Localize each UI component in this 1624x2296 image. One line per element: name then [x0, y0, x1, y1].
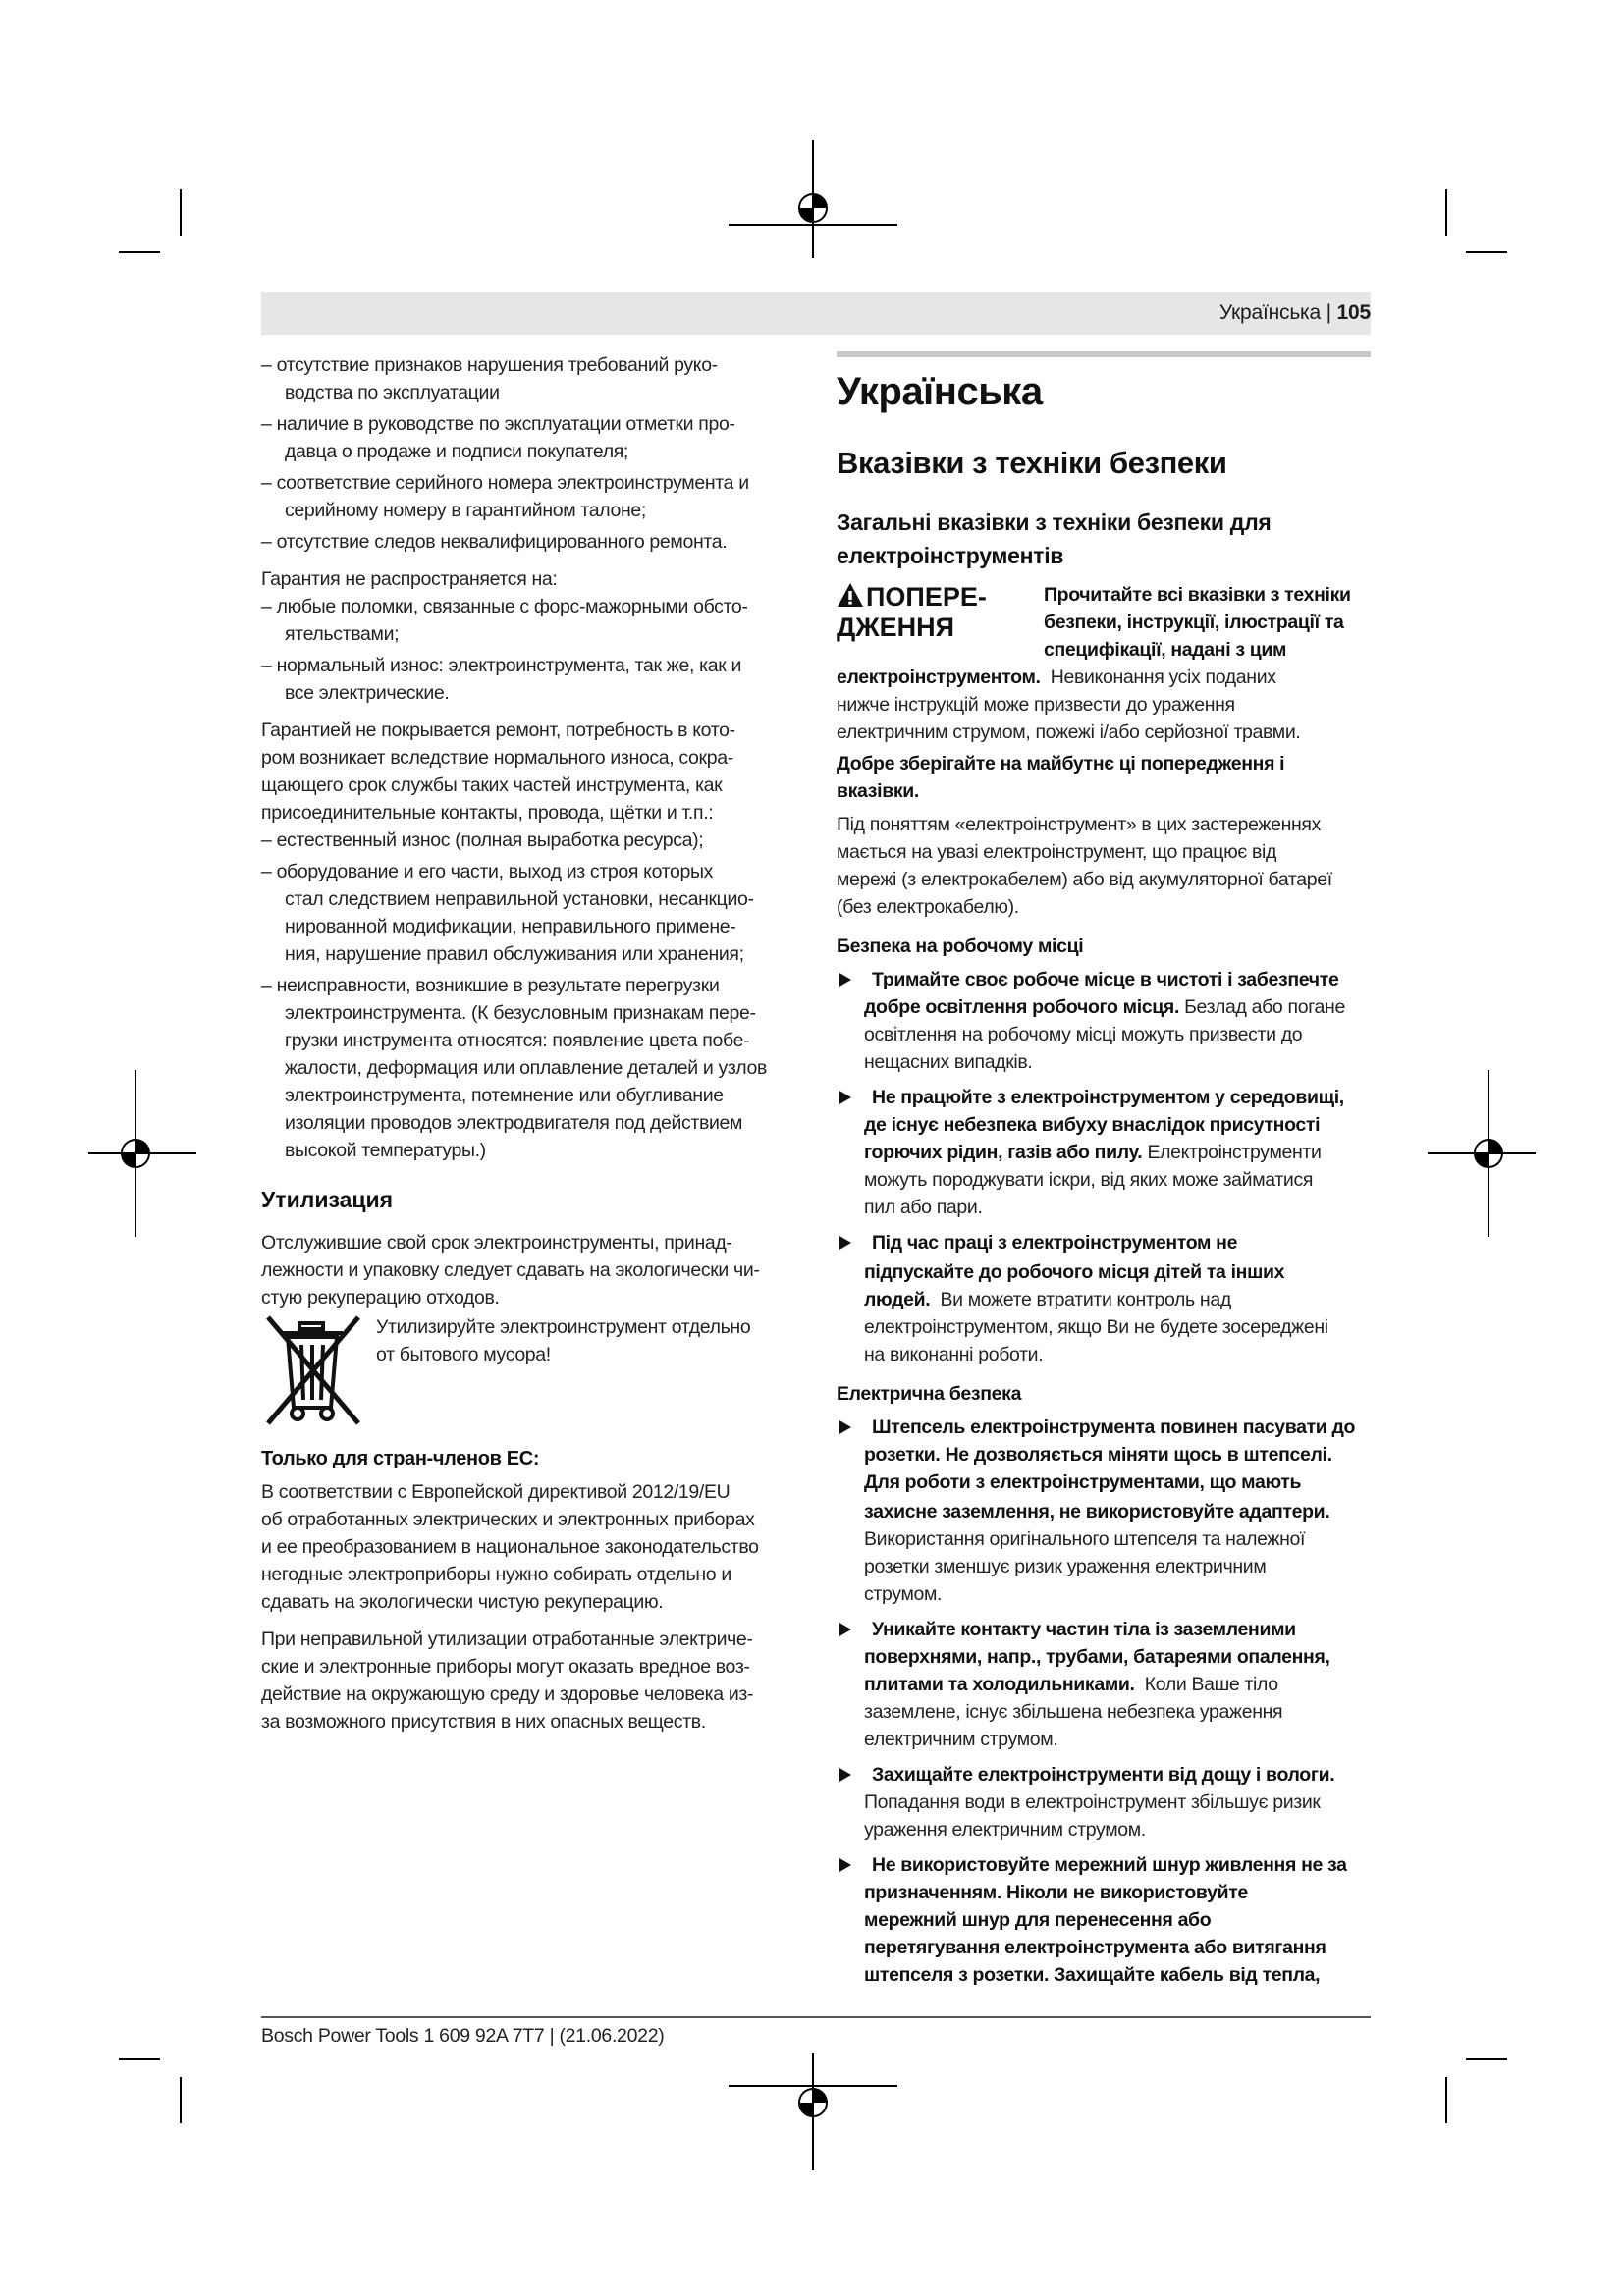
crop-mark [1466, 2058, 1507, 2060]
bullet-text: Для роботи з електроінструментами, що мають [864, 1471, 1302, 1493]
warning-plain: Невиконання усіх поданих [1050, 667, 1276, 688]
bullet-bold: горючих рідин, газів або пилу. [864, 1142, 1143, 1163]
text-line: серийному номеру в гарантийном талоне; [285, 500, 646, 521]
bullet-text: Попадання води в електроінструмент збільшує ризик [864, 1791, 1321, 1813]
bullet-text: електричним струмом. [864, 1729, 1058, 1750]
crop-mark [119, 2058, 160, 2060]
warning-triangle-icon [837, 582, 864, 608]
bullet-text: розетки. Не дозволяється міняти щось в штепселі. [864, 1444, 1332, 1466]
warning-text: Прочитайте всі вказівки з техніки [1044, 584, 1351, 606]
text-line: высокой температуры.) [285, 1140, 486, 1161]
bullet-marker [839, 973, 851, 987]
text-line: электроинструмента. (К безусловным признакам пере- [285, 1002, 756, 1024]
bullet-text: мережний шнур для перенесення або [864, 1909, 1212, 1931]
text-line: електричним струмом, пожежі і/або серйозної травми. [837, 721, 1301, 743]
section-heading: Вказівки з техніки безпеки [837, 446, 1227, 480]
bullet-bold: добре освітлення робочого місця. [864, 996, 1180, 1018]
text-line: грузки инструмента относятся: появление цвета побе- [285, 1030, 750, 1051]
bullet-text [864, 1672, 1278, 1697]
text-line: – наличие в руководстве по эксплуатации отметки про- [261, 413, 735, 435]
keep-instructions: вказівки. [837, 780, 919, 802]
text-line: В соответствии с Европейской директивой 2012/19/EU [261, 1481, 731, 1503]
text-line: изоляции проводов электродвигателя под действием [285, 1112, 743, 1134]
crop-mark [180, 189, 182, 236]
bullet-text: на виконанні роботи. [864, 1344, 1044, 1365]
eu-heading: Только для стран-членов ЕС: [261, 1448, 540, 1469]
bullet-text: захисне заземлення, не використовуйте адаптери. [864, 1501, 1330, 1522]
header-separator: | [1326, 301, 1331, 324]
text-line: – оборудование и его части, выход из строя которых [261, 861, 714, 882]
page-title: Українська [837, 370, 1043, 413]
text-line: щающего срок службы таких частей инструмента, как [261, 774, 723, 796]
bullet-plain: Безлад або погане [1184, 996, 1345, 1018]
bullet-text: штепселя з розетки. Захищайте кабель від тепла, [864, 1964, 1321, 1986]
registration-mark-right [1428, 1070, 1536, 1237]
text-line: негодные электроприборы нужно собирать отдельно и [261, 1564, 731, 1585]
warning-text: специфікації, надані з цим [1044, 639, 1287, 661]
text-line: действие на окружающую среду и здоровье человека из- [261, 1683, 754, 1705]
bullet-text: Не працюйте з електроінструментом у середовищі, [872, 1087, 1344, 1108]
disposal-heading: Утилизация [261, 1187, 394, 1212]
text-line: нированной модификации, неправильного примене- [285, 916, 736, 937]
bullet-marker [839, 1236, 851, 1250]
text-line: Під поняттям «електроінструмент» в цих застереженнях [837, 814, 1322, 835]
bullet-text: призначенням. Ніколи не використовуйте [864, 1882, 1248, 1903]
bullet-marker [839, 1623, 851, 1636]
crop-mark [1445, 2077, 1447, 2123]
text-line: все электрические. [285, 682, 450, 704]
bullet-text: можуть породжувати іскри, від яких може займатися [864, 1169, 1314, 1191]
bullet-text [864, 1140, 1322, 1165]
bullet-plain: Ви можете втратити контроль над [940, 1289, 1231, 1310]
text-line: (без електрокабелю). [837, 896, 1019, 918]
text-line: – нормальный износ: электроинструмента, так же, как и [261, 655, 741, 676]
text-line: сдавать на экологически чистую рекуперацию. [261, 1591, 664, 1613]
warning-label-line: ДЖЕННЯ [837, 613, 955, 642]
bullet-text: освітлення на робочому місці можуть призвести до [864, 1024, 1303, 1045]
bullet-text: Захищайте електроінструменти від дощу і вологи. [872, 1764, 1335, 1786]
bullet-marker [839, 1091, 851, 1104]
bullet-text: електроінструментом, якщо Ви не будете зосереджені [864, 1316, 1328, 1338]
keep-instructions: Добре зберігайте на майбутнє ці попередження і [837, 753, 1285, 774]
text-line: водства по эксплуатации [285, 382, 500, 403]
bullet-text [864, 994, 1345, 1020]
crop-mark [1466, 251, 1507, 253]
text-line: стую рекуперацию отходов. [261, 1287, 500, 1308]
bullet-marker [839, 1858, 851, 1872]
text-line: присоединительные контакты, провода, щётки и т.п.: [261, 802, 714, 824]
text-line: от бытового мусора! [376, 1344, 551, 1365]
warning-bold: електроінструментом. [837, 667, 1041, 688]
bullet-text: Уникайте контакту частин тіла із заземленими [872, 1619, 1296, 1640]
text-line: – отсутствие признаков нарушения требований руко- [261, 354, 718, 376]
title-rule [837, 351, 1371, 357]
subsection-heading: Загальні вказівки з техніки безпеки для [837, 509, 1272, 535]
text-line: Утилизируйте электроинструмент отдельно [376, 1316, 751, 1338]
warning-text: безпеки, інструкції, ілюстрації та [1044, 612, 1344, 633]
warning-text [837, 665, 1276, 690]
running-header [1219, 299, 1371, 327]
crossed-out-bin-icon [262, 1313, 364, 1427]
text-line: мається на увазі електроінструмент, що працює від [837, 841, 1277, 863]
bullet-text: перетягування електроінструмента або витягання [864, 1937, 1326, 1958]
electrical-heading: Електрична безпека [837, 1383, 1022, 1405]
text-line: Гарантия не распространяется на: [261, 568, 558, 590]
text-line: и ее преобразованием в национальное законодательство [261, 1536, 759, 1558]
text-line: нижче інструкцій може призвести до ураження [837, 694, 1235, 716]
bullet-marker [839, 1768, 851, 1782]
subsection-heading: електроінструментів [837, 543, 1064, 568]
text-line: лежности и упаковку следует сдавать на экологически чи- [261, 1259, 760, 1281]
bullet-text: Штепсель електроінструмента повинен пасувати до [872, 1416, 1356, 1438]
bullet-text: ураження електричним струмом. [864, 1819, 1146, 1841]
crop-mark [180, 2077, 182, 2123]
bullet-text: де існує небезпека вибуху внаслідок присутності [864, 1114, 1321, 1136]
workplace-heading: Безпека на робочому місці [837, 935, 1084, 957]
text-line: – неисправности, возникшие в результате перегрузки [261, 975, 720, 996]
bullet-text: поверхнями, напр., трубами, батареями опалення, [864, 1646, 1330, 1668]
text-line: ские и электронные приборы могут оказать вредное воз- [261, 1656, 750, 1678]
text-line: за возможного присутствия в них опасных веществ. [261, 1711, 706, 1733]
crop-mark [119, 251, 160, 253]
text-line: – соответствие серийного номера электроинструмента и [261, 472, 749, 494]
bullet-text: пил або пари. [864, 1197, 983, 1218]
bullet-bold: людей. [864, 1289, 931, 1310]
header-bar [261, 292, 1371, 335]
warning-label [837, 582, 987, 643]
bullet-text: струмом. [864, 1583, 943, 1605]
text-line: – отсутствие следов неквалифицированного ремонта. [261, 531, 728, 553]
registration-mark-top [729, 140, 897, 258]
text-line: Гарантией не покрывается ремонт, потребность в кото- [261, 720, 735, 741]
warning-label-line: ПОПЕРЕ- [866, 582, 987, 612]
bullet-text: нещасних випадків. [864, 1051, 1033, 1073]
bullet-text: Під час праці з електроінструментом не [872, 1232, 1238, 1254]
bullet-text: Використання оригінального штепселя та належної [864, 1528, 1306, 1550]
header-language: Українська [1218, 301, 1321, 324]
text-line: давца о продаже и подписи покупателя; [285, 441, 628, 462]
crop-mark [1445, 189, 1447, 236]
bullet-bold: плитами та холодильниками. [864, 1674, 1135, 1695]
bullet-text [864, 1287, 1231, 1312]
footer-rule [261, 2016, 1371, 2018]
bullet-text: підпускайте до робочого місця дітей та інших [864, 1261, 1285, 1283]
text-line: – естественный износ (полная выработка ресурса); [261, 829, 704, 851]
bullet-text: Не використовуйте мережний шнур живлення не за [872, 1854, 1347, 1876]
footer-text: Bosch Power Tools 1 609 92A 7T7 | (21.06.2022) [261, 2025, 665, 2047]
text-line: – любые поломки, связанные с форс-мажорными обсто- [261, 596, 748, 617]
bullet-text: Тримайте своє робоче місце в чистоті і забезпечте [872, 969, 1339, 990]
text-line: ния, нарушение правил обслуживания или хранения; [285, 943, 744, 965]
page-number: 105 [1336, 301, 1371, 324]
bullet-text: заземлене, існує збільшена небезпека ураження [864, 1701, 1283, 1723]
text-line: При неправильной утилизации отработанные электриче- [261, 1629, 753, 1650]
text-line: жалости, деформация или оплавление деталей и узлов [285, 1057, 768, 1079]
bullet-plain: Коли Ваше тіло [1144, 1674, 1278, 1695]
text-line: электроинструмента, потемнение или обугливание [285, 1085, 724, 1106]
text-line: ятельствами; [285, 623, 400, 645]
bullet-marker [839, 1420, 851, 1434]
registration-mark-left [88, 1070, 196, 1237]
text-line: об отработанных электрических и электронных приборах [261, 1509, 755, 1530]
bullet-text: розетки зменшує ризик ураження електричним [864, 1556, 1267, 1577]
text-line: ром возникает вследствие нормального износа, сокра- [261, 747, 733, 769]
registration-mark-bottom [729, 2053, 897, 2170]
text-line: стал следствием неправильной установки, несанкцио- [285, 888, 754, 910]
bullet-plain: Електроінструменти [1147, 1142, 1322, 1163]
text-line: Отслужившие свой срок электроинструменты, принад- [261, 1232, 732, 1254]
text-line: мережі (з електрокабелем) або від акумуляторної батареї [837, 869, 1332, 890]
